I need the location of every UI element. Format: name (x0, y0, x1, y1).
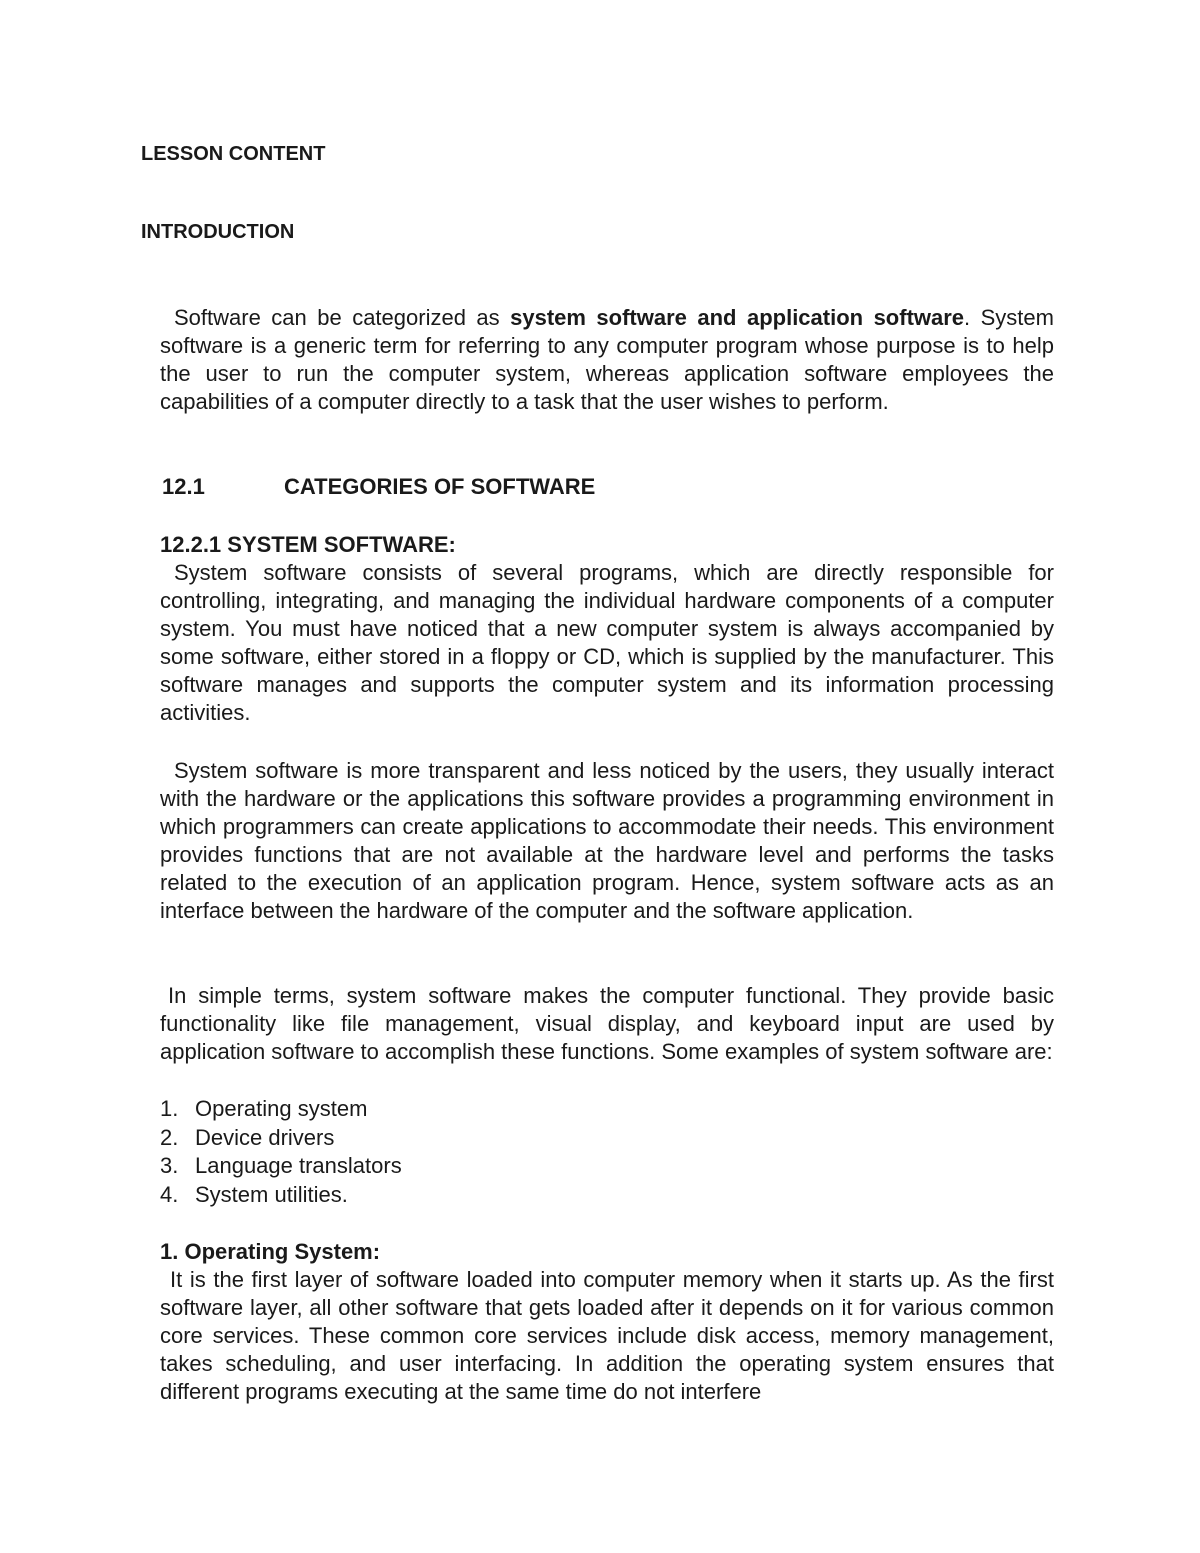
system-para2-text: System software is more transparent and less noticed by the users, they usually interact with the hardware or the applications this software provides a programming environment in which programmers can create applications to accommodate their needs. This environment provides functions that are not available at the hardware level and performs the tasks related to the execution of an application program. Hence, system software acts as an interface between the hardware of the computer and the software application. (160, 758, 1054, 923)
list-item-number: 2. (160, 1124, 179, 1150)
list-item (160, 1181, 1054, 1210)
system-para3-text: In simple terms, system software makes the computer functional. They provide basic functionality like file management, visual display, and keyboard input are used by application software to accomplish these functions. Some examples of system software are: (160, 983, 1054, 1064)
introduction-paragraph (160, 304, 1054, 416)
list-item-text: Device drivers (195, 1124, 335, 1150)
intro-lead-text: Software can be categorized as (174, 305, 511, 330)
list-item-text: Language translators (195, 1153, 402, 1179)
list-item (160, 1095, 1054, 1124)
list-item (160, 1124, 1054, 1153)
list-item-number: 4. (160, 1181, 179, 1207)
categories-number: 12.1 (162, 474, 205, 499)
list-item (160, 1152, 1054, 1181)
intro-bold-text: system software and application software (510, 305, 965, 330)
system-software-heading: 12.2.1 SYSTEM SOFTWARE: (160, 532, 456, 557)
system-para1-text: System software consists of several programs, which are directly responsible for controlling, integrating, and managing the individual hardware components of a computer system. You must have noticed that a new computer system is always accompanied by some software, either stored in a floppy or CD, which is supplied by the manufacturer. This software manages and supports the computer system and its information processing activities. (160, 560, 1054, 725)
intro-rest-text: . System software is a generic term for referring to any computer program whose purpose is to help the user to run the computer system, whereas application software employees the capabilities of a computer directly to a task that the user wishes to perform. (160, 305, 1054, 414)
system-software-examples-list (160, 1095, 1054, 1209)
list-item-number: 3. (160, 1153, 179, 1179)
lesson-title: LESSON CONTENT (141, 143, 326, 165)
operating-system-paragraph (160, 1266, 1054, 1406)
system-software-paragraph-2 (160, 757, 1054, 925)
categories-title: CATEGORIES OF SOFTWARE (284, 474, 596, 499)
list-item-text: System utilities. (195, 1181, 348, 1207)
system-software-paragraph-1 (160, 559, 1054, 727)
operating-system-heading: 1. Operating System: (160, 1239, 381, 1264)
categories-heading (160, 473, 1054, 501)
list-item-number: 1. (160, 1096, 179, 1121)
list-item-text: Operating system (195, 1096, 368, 1121)
introduction-heading: INTRODUCTION (141, 221, 295, 243)
system-software-paragraph-3 (160, 982, 1054, 1066)
os-para-text: It is the first layer of software loaded into computer memory when it starts up. As the first software layer, all other software that gets loaded after it depends on it for various common core services. These common core services include disk access, memory management, takes scheduling, and user interfacing. In addition the operating system ensures that different programs executing at the same time do not interfere (160, 1267, 1054, 1404)
